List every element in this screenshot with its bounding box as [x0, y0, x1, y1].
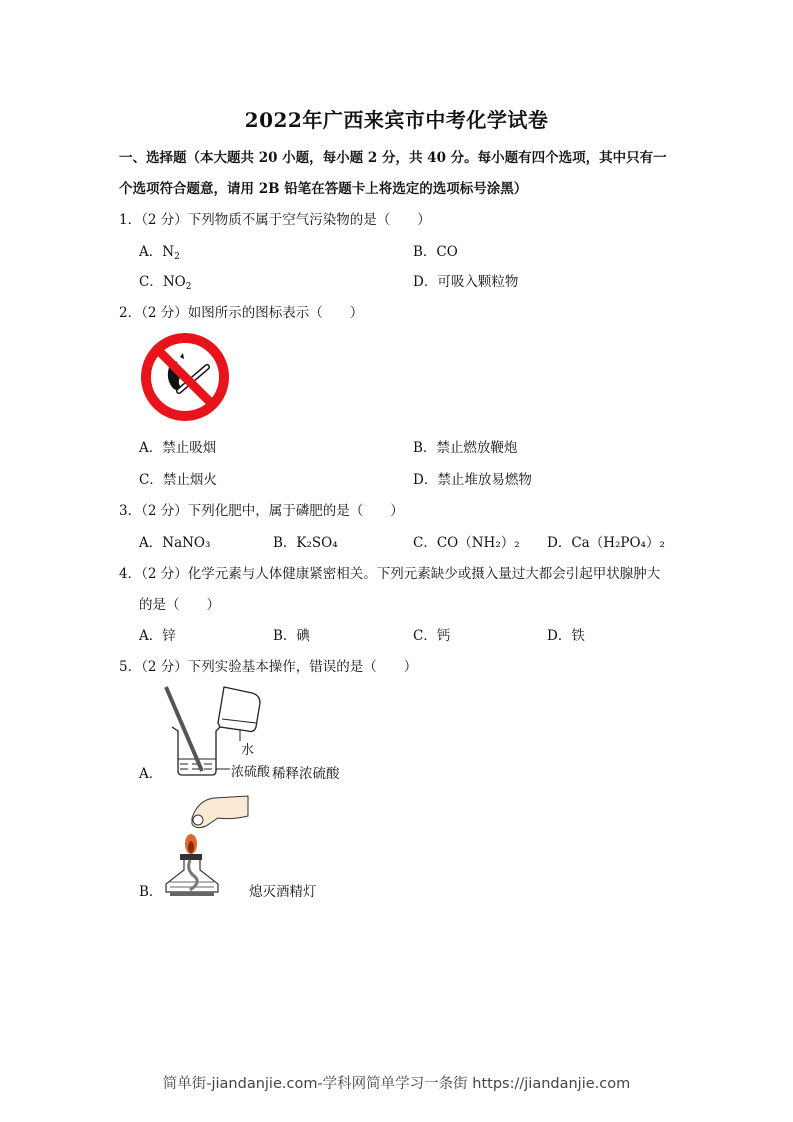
question-2-option-b: B．禁止燃放鞭炮 — [413, 440, 518, 456]
question-4-option-b: B．碘 — [273, 628, 310, 644]
question-4-option-d: D．铁 — [547, 628, 585, 644]
extinguish-alcohol-lamp-figure — [162, 790, 252, 898]
question-2-option-c: C．禁止烟火 — [139, 472, 217, 488]
question-1-option-d: D．可吸入颗粒物 — [413, 274, 519, 290]
question-3-option-c: C．CO（NH₂）₂ — [413, 535, 520, 551]
question-1-option-b: B．CO — [413, 244, 458, 260]
question-4-option-a: A．锌 — [139, 628, 176, 644]
section-heading-line1: 一、选择题（本大题共 20 小题，每小题 2 分，共 40 分。每小题有四个选项，其中只有一 — [119, 150, 667, 166]
question-3-option-a: A．NaNO₃ — [139, 535, 211, 551]
question-5-option-a-label: A． — [139, 766, 163, 782]
question-5-option-b-label: B． — [139, 884, 163, 900]
question-2-option-a: A．禁止吸烟 — [139, 440, 217, 456]
question-1-stem: 1．（2 分）下列物质不属于空气污染物的是（ ） — [119, 212, 431, 228]
question-3-stem: 3．（2 分）下列化肥中，属于磷肥的是（ ） — [119, 503, 404, 519]
question-1-option-c: C．$NO_2$ — [139, 274, 192, 292]
concentrated-acid-label: 浓硫酸 — [231, 765, 271, 780]
water-label: 水 — [241, 743, 255, 758]
question-2-option-d: D．禁止堆放易燃物 — [413, 472, 532, 488]
footer-watermark: 简单街-jiandanjie.com-学科网简单学习一条街 https://jiandanjie.com — [162, 1076, 631, 1092]
question-2-stem: 2．（2 分）如图所示的图标表示（ ） — [119, 305, 364, 321]
question-5-option-b-text: 熄灭酒精灯 — [249, 884, 317, 900]
question-4-stem-continued: 的是（ ） — [139, 597, 220, 613]
question-5-option-a-text: 稀释浓硫酸 — [272, 766, 340, 782]
question-3-option-b: B．K₂SO₄ — [273, 535, 338, 551]
section-heading-line2: 个选项符合题意，请用 2B 铅笔在答题卡上将选定的选项标号涂黑） — [119, 181, 528, 197]
no-open-flame-sign-icon — [139, 331, 231, 423]
question-5-stem: 5．（2 分）下列实验基本操作，错误的是（ ） — [119, 659, 418, 675]
page-title: 2022年广西来宾市中考化学试卷 — [244, 108, 549, 132]
question-4-stem: 4．（2 分）化学元素与人体健康紧密相关。下列元素缺少或摄入量过大都会引起甲状腺肿大 — [119, 566, 661, 582]
question-1-option-a: A．$N_2$ — [139, 244, 180, 262]
question-4-option-c: C．钙 — [413, 628, 451, 644]
question-3-option-d: D．Ca（H₂PO₄）₂ — [547, 535, 665, 551]
